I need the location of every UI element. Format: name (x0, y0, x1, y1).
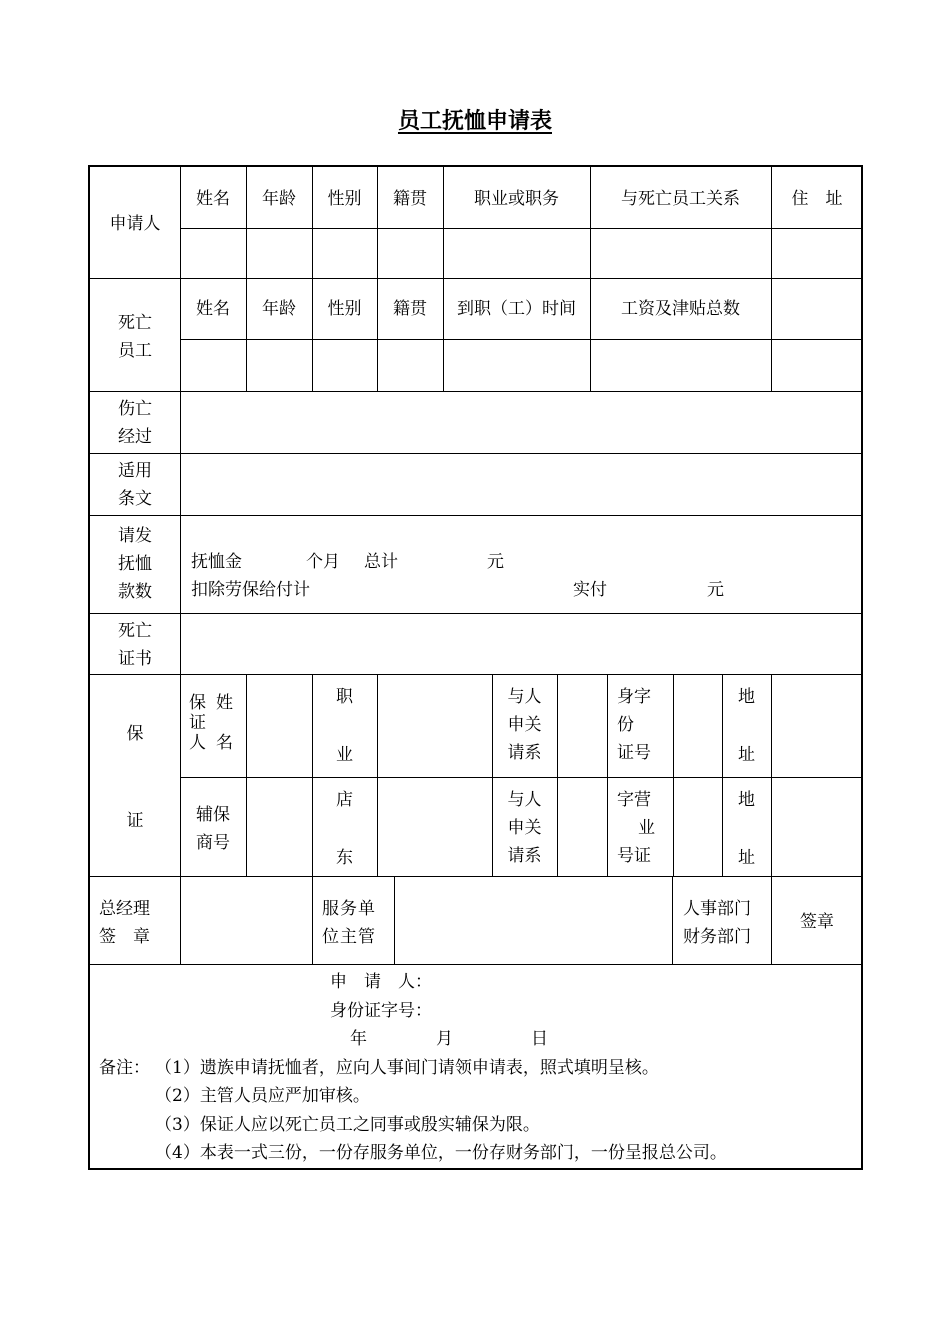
deceased-label-line1: 死亡 (118, 313, 152, 333)
form-title (0, 104, 950, 135)
remark-note-3: （3）保证人应以死亡员工之同事或殷实辅保为限。 (155, 1115, 540, 1135)
payment-months-label: 个月 (306, 552, 340, 572)
shop-cell (180, 801, 246, 857)
injury-label-line1: 伤亡 (118, 399, 152, 419)
grid-line (90, 964, 863, 965)
deceased-header-name: 姓名 (196, 299, 230, 319)
footer-id-number: 身份证字号： (330, 1001, 432, 1021)
unit-supervisor-label (322, 895, 376, 951)
applicant-header-address: 住 址 (791, 189, 843, 209)
grid-line (90, 613, 863, 614)
address-top: 地 (738, 687, 755, 707)
grid-line (312, 876, 313, 964)
unit-line2: 位主管 (322, 927, 376, 947)
grid-line (557, 674, 558, 876)
applicant-header-name: 姓名 (196, 189, 230, 209)
remark-note-4: （4）本表一式三份，一份存服务单位，一份存财务部门，一份呈报总公司。 (155, 1143, 727, 1163)
injury-label-line2: 经过 (118, 427, 152, 447)
remarks-label: 备注： (99, 1058, 150, 1078)
address-2-top: 地 (738, 790, 755, 810)
grid-line (90, 391, 863, 392)
payment-label-line2: 抚恤 (118, 554, 152, 574)
shop-line1: 辅保 (196, 805, 230, 825)
deceased-label-line2: 员工 (118, 341, 152, 361)
deceased-header-gender: 性别 (327, 299, 362, 319)
relation-cell (492, 683, 557, 767)
owner-bottom: 东 (336, 848, 353, 868)
grid-line (90, 453, 863, 454)
relation-2-line1: 与人 (507, 790, 542, 810)
departments-label (683, 895, 751, 951)
id-card-line1: 身字 (617, 687, 651, 707)
unit-line1: 服务单 (322, 899, 376, 919)
applicant-header-native-place: 籍贯 (393, 189, 427, 209)
shop-line2: 商号 (196, 833, 230, 853)
footer-applicant: 申 请 人： (330, 972, 432, 992)
payment-label-line1: 请发 (118, 526, 152, 546)
gm-signature-label (99, 895, 150, 951)
applicant-label: 申请人 (109, 214, 161, 234)
grid-line (672, 876, 673, 964)
deceased-header-start-date: 到职（工）时间 (457, 299, 576, 319)
license-line1: 字营 (617, 790, 651, 810)
payment-label-line3: 款数 (118, 582, 152, 602)
deceased-header-native-place: 籍贯 (393, 299, 427, 319)
license-cell (617, 786, 655, 870)
grid-line (90, 674, 863, 675)
address-2-bottom: 址 (738, 848, 755, 868)
guarantor-name-b: 姓 (216, 693, 233, 713)
grid-line (607, 674, 608, 876)
address-bottom: 址 (738, 745, 755, 765)
applicant-header-occupation: 职业或职务 (474, 189, 559, 209)
relation-line1: 与人 (507, 687, 542, 707)
relation-2-line3: 请系 (507, 846, 542, 866)
payment-fund-label: 抚恤金 (191, 552, 242, 572)
id-card-line3: 证号 (617, 743, 651, 763)
injury-label (90, 395, 180, 451)
payment-yuan-2: 元 (707, 580, 724, 600)
grid-line (90, 278, 863, 279)
grid-line (394, 876, 395, 964)
hr-department: 人事部门 (683, 899, 751, 919)
deceased-label (90, 309, 180, 365)
payment-total-label: 总计 (364, 552, 398, 572)
guarantor-name-d: 人 (189, 733, 206, 753)
relation-2-line2: 申关 (507, 818, 542, 838)
payment-actual-label: 实付 (573, 580, 607, 600)
guarantor-name-e: 名 (216, 733, 233, 753)
id-card-line2: 份 (617, 715, 634, 735)
guarantee-label-bottom: 证 (126, 811, 144, 831)
guarantor-name-a: 保 (189, 693, 206, 713)
relation-line3: 请系 (507, 743, 542, 763)
relation-line2: 申关 (507, 715, 542, 735)
occupation-top: 职 (336, 687, 353, 707)
deceased-header-age: 年龄 (262, 299, 296, 319)
gm-line1: 总经理 (99, 899, 150, 919)
certificate-label-line1: 死亡 (118, 621, 152, 641)
deceased-header-salary: 工资及津贴总数 (621, 299, 740, 319)
grid-line (771, 674, 772, 876)
relation-2-cell (492, 786, 557, 870)
application-form (88, 165, 863, 1170)
license-line2: 业 (638, 818, 655, 838)
grid-line (180, 228, 863, 229)
payment-yuan-1: 元 (487, 552, 504, 572)
articles-label-line1: 适用 (118, 461, 152, 481)
grid-line (246, 674, 247, 876)
seal-label: 签章 (800, 912, 834, 932)
finance-department: 财务部门 (683, 927, 751, 947)
owner-top: 店 (336, 790, 353, 810)
applicant-header-relation: 与死亡员工关系 (621, 189, 740, 209)
id-card-cell (617, 683, 651, 767)
guarantor-name-c: 证 (189, 713, 206, 733)
grid-line (377, 674, 378, 876)
grid-line (180, 777, 863, 778)
certificate-label (90, 617, 180, 673)
articles-label (90, 457, 180, 513)
license-line3: 号证 (617, 846, 651, 866)
remark-note-2: （2）主管人员应严加审核。 (155, 1086, 370, 1106)
footer-year: 年 (350, 1029, 367, 1049)
payment-label (90, 522, 180, 606)
applicant-header-gender: 性别 (327, 189, 362, 209)
footer-month: 月 (436, 1029, 453, 1049)
grid-line (180, 339, 863, 340)
payment-deduct-label: 扣除劳保给付计 (191, 580, 310, 600)
grid-line (90, 876, 863, 877)
occupation-bottom: 业 (336, 745, 353, 765)
gm-line2: 签 章 (99, 927, 150, 947)
form-title-text: 员工抚恤申请表 (397, 109, 552, 134)
footer-day: 日 (531, 1029, 548, 1049)
applicant-header-age: 年龄 (262, 189, 296, 209)
articles-label-line2: 条文 (118, 489, 152, 509)
certificate-label-line2: 证书 (118, 649, 152, 669)
grid-line (673, 674, 674, 876)
remark-note-1: （1）遗族申请抚恤者，应向人事间门请领申请表，照式填明呈核。 (155, 1058, 659, 1078)
grid-line (90, 515, 863, 516)
guarantee-label-top: 保 (126, 724, 144, 744)
